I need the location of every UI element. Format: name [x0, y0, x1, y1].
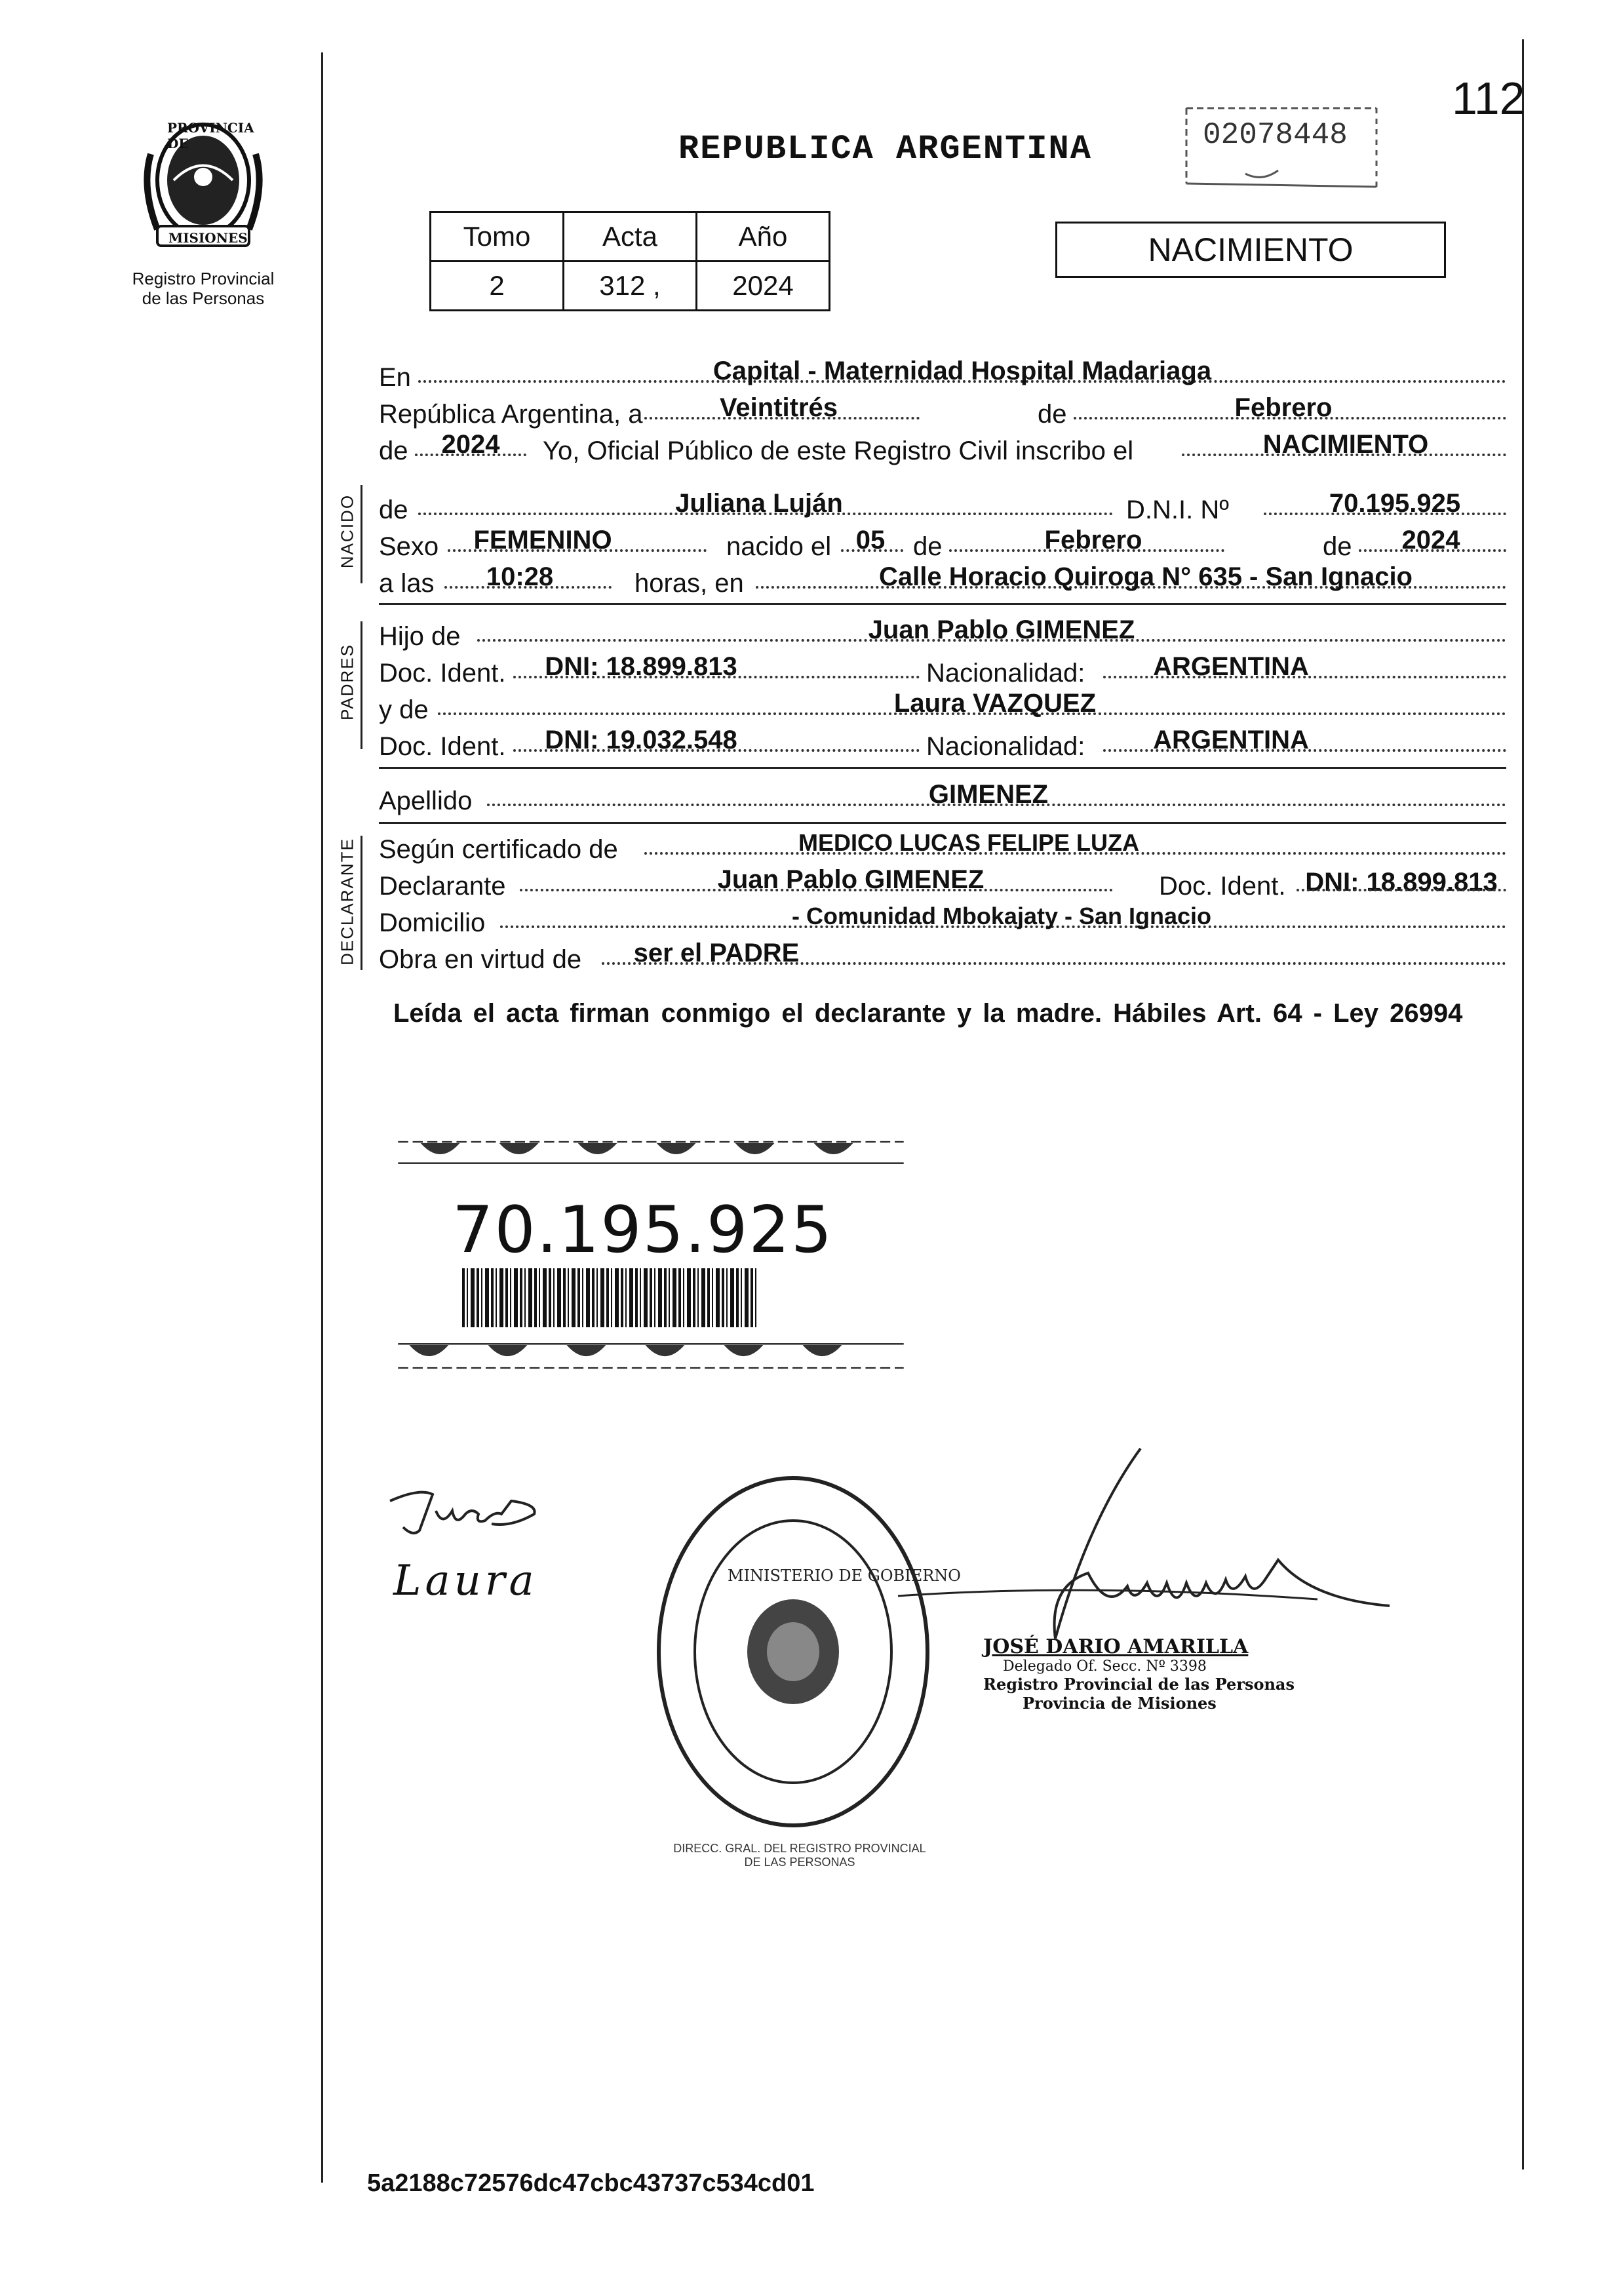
record-table-value: 2 — [431, 262, 564, 311]
registry-name-line1: Registro Provincial — [132, 269, 275, 288]
de4-label: de — [913, 532, 943, 561]
padres-bracket — [361, 621, 362, 749]
row-year — [379, 430, 1506, 468]
section-divider — [379, 603, 1506, 605]
dni-label: D.N.I. Nº — [1126, 496, 1229, 524]
row-surname — [379, 780, 1506, 818]
document-hash: 5a2188c72576dc47cbc43737c534cd01 — [367, 2170, 815, 2197]
right-margin-rule — [1522, 39, 1524, 2170]
de-label: de — [1038, 400, 1067, 429]
surname-value: GIMENEZ — [928, 780, 1049, 809]
record-table-header-row — [431, 212, 830, 262]
row-mother — [379, 689, 1506, 727]
horas-en-label: horas, en — [634, 569, 744, 598]
registry-name — [98, 269, 308, 308]
document-title: REPUBLICA ARGENTINA — [678, 130, 1092, 168]
birth-year-value: 2024 — [1401, 526, 1460, 555]
seal-inner-text: MINISTERIO DE GOBIERNO — [728, 1566, 961, 1585]
official-role: Delegado Of. Secc. Nº 3398 — [1003, 1658, 1207, 1675]
declarant-name-value: Juan Pablo GIMENEZ — [717, 865, 985, 894]
seal-outer-text: DIRECC. GRAL. DEL REGISTRO PROVINCIAL DE LAS PERSONAS — [673, 1842, 926, 1869]
row-father-doc — [379, 652, 1506, 690]
declarante-label: Declarante — [379, 872, 506, 901]
declarante-bracket — [361, 836, 362, 970]
record-table-value: 312 , — [564, 262, 697, 311]
record-table-header: Año — [697, 212, 830, 262]
padres-side-label: PADRES — [337, 644, 357, 720]
doc-ident-label: Doc. Ident. — [379, 659, 506, 688]
row-certificate — [379, 829, 1506, 866]
section-divider — [379, 767, 1506, 769]
en-label: En — [379, 363, 411, 392]
child-name-value: Juliana Luján — [675, 489, 843, 518]
declarante-side-label: DECLARANTE — [337, 838, 357, 965]
nacionalidad2-label: Nacionalidad: — [926, 732, 1085, 761]
de2-label: de — [379, 437, 408, 465]
apellido-label: Apellido — [379, 787, 473, 815]
control-number: 02078448 — [1203, 118, 1348, 152]
year-value: 2024 — [441, 430, 500, 459]
obra-label: Obra en virtud de — [379, 945, 582, 974]
address-value: - Comunidad Mbokajaty - San Ignacio — [791, 903, 1212, 929]
page-number: 112 — [1452, 73, 1525, 124]
birth-place-value: Calle Horacio Quiroga N° 635 - San Ignacio — [879, 562, 1413, 591]
row-declarant — [379, 865, 1506, 903]
official-province: Provincia de Misiones — [1023, 1694, 1217, 1713]
barcode — [462, 1268, 757, 1327]
section-divider — [379, 822, 1506, 824]
dotted-line — [1297, 889, 1506, 891]
row-address — [379, 903, 1506, 940]
republica-label: República Argentina, a — [379, 400, 643, 429]
nacionalidad-label: Nacionalidad: — [926, 659, 1085, 688]
birth-day-value: 05 — [855, 526, 886, 555]
crest-top-text: PROVINCIA DE — [167, 120, 254, 151]
certificate-type-box: NACIMIENTO — [1055, 222, 1446, 278]
month-value: Febrero — [1234, 393, 1333, 422]
doc-ident3-label: Doc. Ident. — [1159, 872, 1286, 901]
security-band-top — [356, 1131, 946, 1170]
inscribe-value: NACIMIENTO — [1262, 430, 1429, 459]
signature-laura: Laura — [393, 1557, 538, 1605]
row-child-name — [379, 489, 1506, 527]
nacido-bracket — [361, 485, 362, 583]
row-sex — [379, 526, 1506, 564]
oficial-text: Yo, Oficial Público de este Registro Civil inscribo el — [543, 437, 1134, 465]
signature-juan — [380, 1475, 551, 1547]
father-name-value: Juan Pablo GIMENEZ — [868, 615, 1135, 644]
record-table — [429, 211, 830, 311]
mother-nationality-value: ARGENTINA — [1153, 726, 1309, 754]
row-father — [379, 615, 1506, 653]
row-place — [379, 357, 1506, 395]
security-band-bottom — [356, 1337, 946, 1376]
row-date — [379, 393, 1506, 431]
record-table-header: Tomo — [431, 212, 564, 262]
de5-label: de — [1323, 532, 1352, 561]
sexo-label: Sexo — [379, 532, 439, 561]
child-dni-value: 70.195.925 — [1329, 489, 1461, 518]
crest-bottom-text: MISIONES — [168, 230, 248, 246]
official-stamp — [983, 1635, 1295, 1713]
doc-ident2-label: Doc. Ident. — [379, 732, 506, 761]
domicilio-label: Domicilio — [379, 908, 486, 937]
certificate-by-value: MEDICO LUCAS FELIPE LUZA — [798, 829, 1139, 856]
crest-logo — [128, 115, 279, 256]
father-nationality-value: ARGENTINA — [1153, 652, 1309, 681]
sex-value: FEMENINO — [473, 526, 612, 555]
record-table-value: 2024 — [697, 262, 830, 311]
de3-label: de — [379, 496, 408, 524]
a-las-label: a las — [379, 569, 435, 598]
row-mother-doc — [379, 726, 1506, 764]
by-virtue-value: ser el PADRE — [633, 939, 800, 967]
nacido-el-label: nacido el — [726, 532, 832, 561]
hijo-de-label: Hijo de — [379, 622, 461, 651]
registry-name-line2: de las Personas — [142, 288, 265, 308]
birth-month-value: Febrero — [1044, 526, 1142, 555]
official-name: JOSÉ DARIO AMARILLA — [983, 1635, 1249, 1658]
official-office: Registro Provincial de las Personas — [983, 1675, 1295, 1694]
id-number-large: 70.195.925 — [452, 1193, 834, 1268]
place-value: Capital - Maternidad Hospital Madariaga — [712, 357, 1212, 385]
mother-name-value: Laura VAZQUEZ — [893, 689, 1097, 718]
record-table-header: Acta — [564, 212, 697, 262]
control-number-stamp — [1173, 105, 1390, 190]
declarant-doc-value: DNI: 18.899.813 — [1305, 868, 1498, 897]
father-doc-value: DNI: 18.899.813 — [545, 652, 737, 681]
day-words-value: Veintitrés — [719, 393, 838, 422]
certificado-label: Según certificado de — [379, 835, 618, 864]
record-table-value-row — [431, 262, 830, 311]
closing-text: Leída el acta firman conmigo el declarante y la madre. Hábiles Art. 64 - Ley 26994 — [393, 999, 1463, 1028]
y-de-label: y de — [379, 695, 429, 724]
nacido-side-label: NACIDO — [337, 494, 357, 569]
mother-doc-value: DNI: 19.032.548 — [545, 726, 737, 754]
birth-time-value: 10:28 — [486, 562, 554, 591]
row-by-virtue — [379, 939, 1506, 977]
left-margin-rule — [321, 52, 323, 2183]
row-time — [379, 562, 1506, 600]
